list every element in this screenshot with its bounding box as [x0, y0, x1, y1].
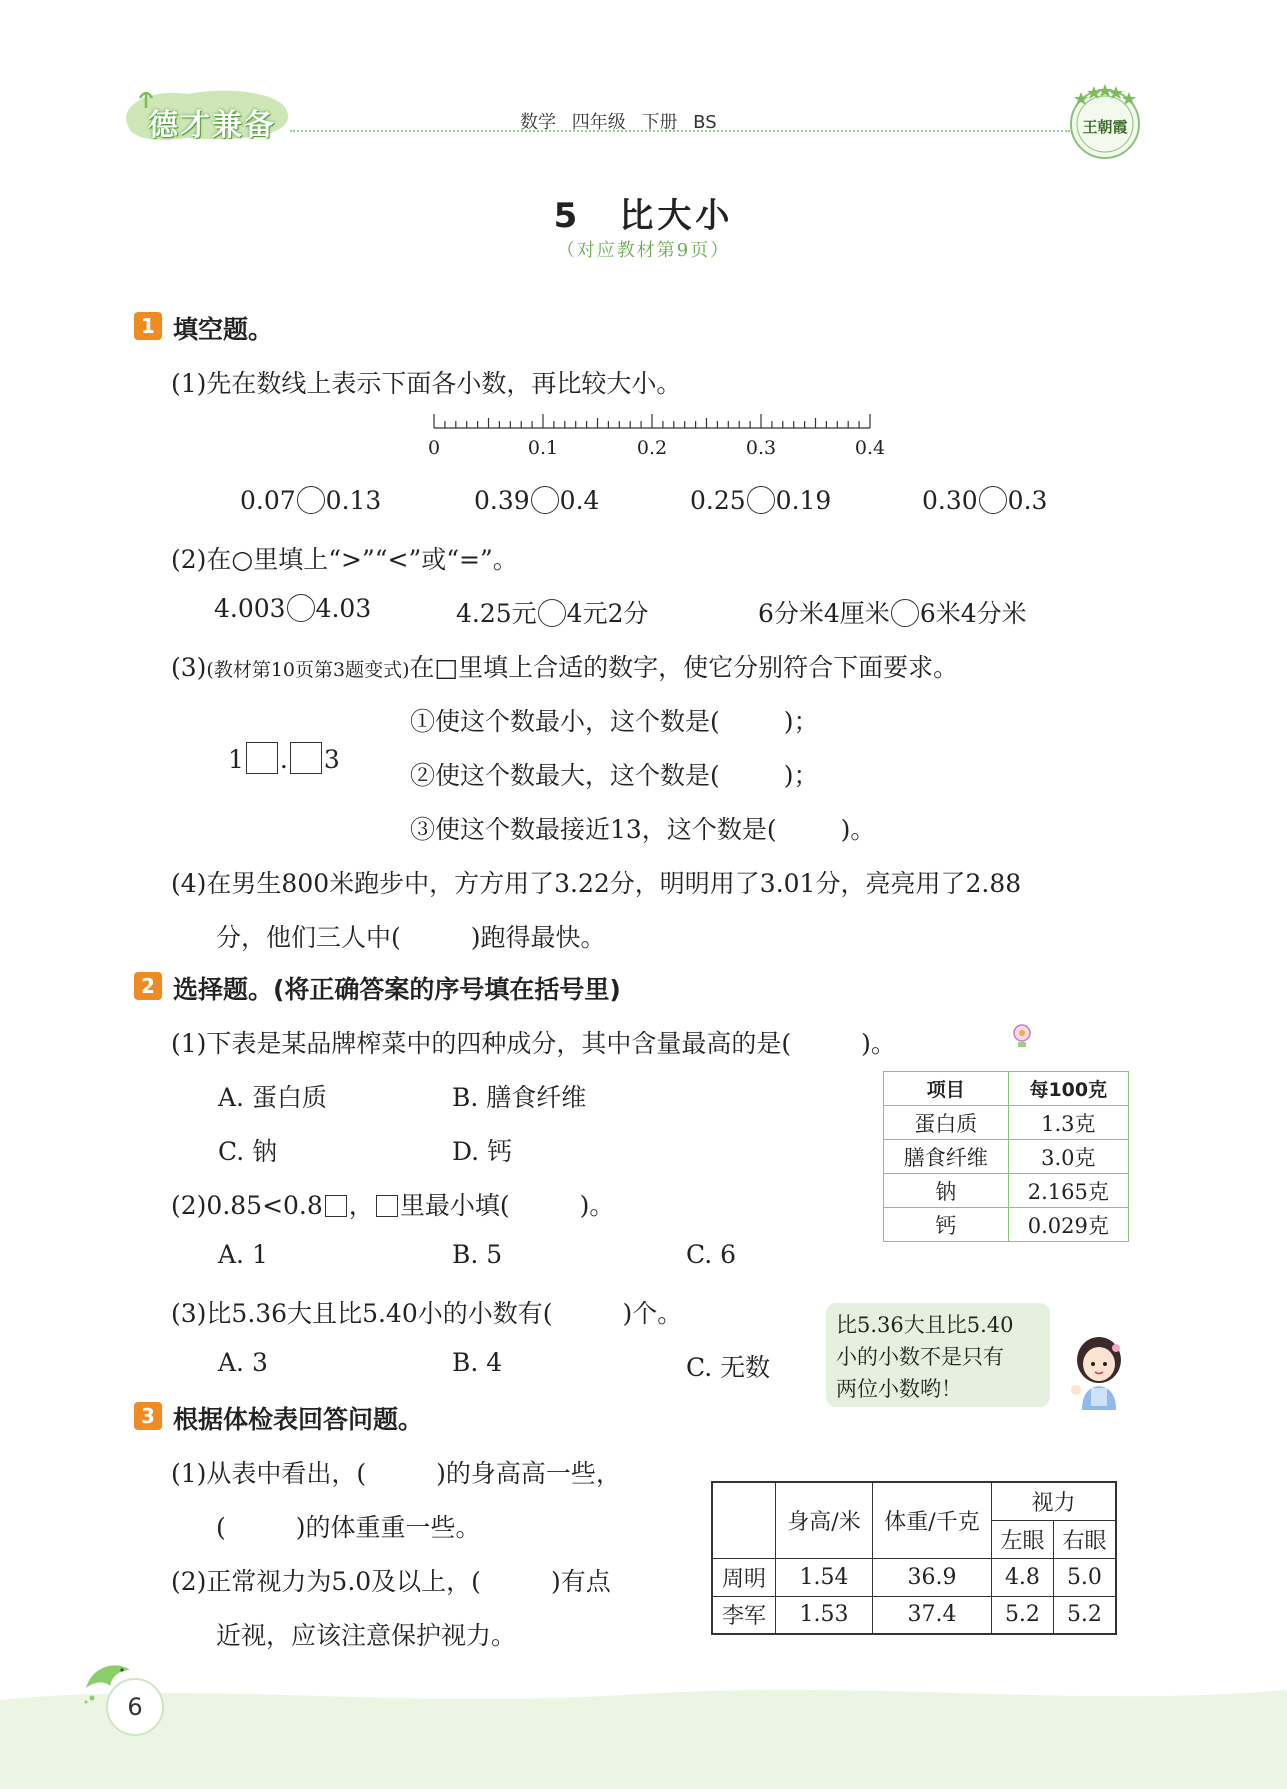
answer-circle[interactable]: [297, 486, 325, 514]
question-stem: (2)正常视力为5.0及以上，( )有点: [171, 1567, 611, 1596]
table-cell: 3.0克: [1008, 1140, 1128, 1174]
compare-item: 0.25 0.19: [690, 486, 832, 515]
table-row: [884, 1106, 1129, 1140]
table-header: 体重/千克: [873, 1482, 992, 1558]
compare-item: 0.30 0.3: [922, 486, 1048, 515]
number-line[interactable]: [427, 410, 886, 470]
option-b[interactable]: B. 4: [452, 1348, 503, 1377]
compare-item: 4.003 4.03: [214, 594, 372, 623]
table-cell: 1.53: [776, 1596, 873, 1634]
answer-circle[interactable]: [979, 486, 1007, 514]
publisher-seal-icon: [1066, 78, 1144, 164]
number-line-label: 0.2: [636, 437, 668, 459]
table-header: 左眼: [992, 1520, 1054, 1558]
table-cell: 周明: [712, 1558, 776, 1596]
logo-text: 德才兼备: [148, 108, 276, 143]
answer-box[interactable]: [246, 742, 278, 774]
table-header: 视力: [992, 1482, 1117, 1520]
number-line-label: 0.4: [854, 437, 886, 459]
answer-circle[interactable]: [287, 594, 315, 622]
option-a[interactable]: A. 1: [218, 1240, 268, 1269]
table-cell: 0.029克: [1008, 1208, 1128, 1242]
number-line-label: 0.3: [745, 437, 777, 459]
table-cell: 5.2: [992, 1596, 1054, 1634]
table-header: 每100克: [1008, 1072, 1128, 1106]
hint-line: 两位小数哟！: [836, 1377, 962, 1401]
table-cell: 蛋白质: [884, 1106, 1009, 1140]
table-cell: 5.0: [1053, 1558, 1116, 1596]
question-stem: ( )的体重重一些。: [216, 1513, 481, 1542]
table-header-row: [712, 1482, 1116, 1520]
section-number: 2: [134, 972, 162, 1000]
compare-item: 4.25元 4元2分: [456, 599, 649, 628]
option-c[interactable]: C. 无数: [686, 1353, 771, 1382]
header-subject: 数学 四年级 下册 BS: [520, 112, 717, 133]
question-stem: (4)在男生800米跑步中，方方用了3.22分，明明用了3.01分，亮亮用了2.88: [171, 869, 1022, 898]
table-cell: 膳食纤维: [884, 1140, 1009, 1174]
answer-box[interactable]: [290, 742, 322, 774]
table-cell: 钙: [884, 1208, 1009, 1242]
option-c[interactable]: C. 6: [686, 1240, 737, 1269]
table-header: 项目: [884, 1072, 1009, 1106]
table-cell: 2.165克: [1008, 1174, 1128, 1208]
girl-mascot-icon: [1064, 1332, 1134, 1412]
table-cell: 1.3克: [1008, 1106, 1128, 1140]
table-cell: 1.54: [776, 1558, 873, 1596]
table-row: [884, 1140, 1129, 1174]
option-b[interactable]: B. 5: [452, 1240, 503, 1269]
option-a[interactable]: A. 蛋白质: [218, 1083, 327, 1112]
question-stem: (2)在○里填上“>”“<”或“=”。: [171, 545, 518, 574]
question-item: ①使这个数最小，这个数是( )；: [410, 707, 819, 736]
option-c[interactable]: C. 钠: [218, 1137, 278, 1166]
table-row: [884, 1174, 1129, 1208]
table-cell: 4.8: [992, 1558, 1054, 1596]
answer-circle[interactable]: [531, 486, 559, 514]
table-cell: 37.4: [873, 1596, 992, 1634]
hint-line: 小的小数不是只有: [836, 1345, 1004, 1369]
section-title: 选择题。(将正确答案的序号填在括号里): [173, 975, 621, 1004]
table-cell: 钠: [884, 1174, 1009, 1208]
question-stem: (3)(教材第10页第3题变式)在□里填上合适的数字，使它分别符合下面要求。: [171, 653, 959, 682]
compare-item: 0.07 0.13: [240, 486, 382, 515]
svg-text:王朝霞: 王朝霞: [1082, 118, 1128, 136]
answer-circle[interactable]: [538, 599, 566, 627]
page-title: 5 比大小: [553, 196, 734, 236]
table-row: [712, 1558, 1116, 1596]
compare-item: 6分米4厘米 6米4分米: [758, 599, 1027, 628]
option-d[interactable]: D. 钙: [452, 1137, 513, 1166]
table-cell: 5.2: [1053, 1596, 1116, 1634]
hint-bubble: [826, 1303, 1050, 1407]
number-puzzle: 1 . 3: [228, 742, 340, 774]
table-cell: 36.9: [873, 1558, 992, 1596]
question-stem: (3)比5.36大且比5.40小的小数有( )个。: [171, 1299, 683, 1328]
health-check-table: [711, 1481, 1117, 1635]
table-header-row: [884, 1072, 1129, 1106]
footer-wave: [0, 1680, 1287, 1789]
option-a[interactable]: A. 3: [218, 1348, 268, 1377]
question-stem: (1)从表中看出，( )的身高高一些，: [171, 1459, 621, 1488]
number-line-label: 0.1: [527, 437, 559, 459]
option-b[interactable]: B. 膳食纤维: [452, 1083, 587, 1112]
question-item: ③使这个数最接近13，这个数是( )。: [410, 815, 876, 844]
answer-circle[interactable]: [891, 599, 919, 627]
page-subtitle: （对应教材第9页）: [556, 240, 731, 261]
question-stem: (1)下表是某品牌榨菜中的四种成分，其中含量最高的是( )。: [171, 1029, 896, 1058]
lightbulb-icon: [1010, 1023, 1034, 1049]
section-title: 根据体检表回答问题。: [173, 1405, 424, 1434]
hint-line: 比5.36大且比5.40: [836, 1313, 1014, 1337]
answer-box: [376, 1195, 398, 1217]
nutrition-table: [883, 1071, 1129, 1242]
answer-circle[interactable]: [747, 486, 775, 514]
section-number: 1: [134, 312, 162, 340]
compare-item: 0.39 0.4: [474, 486, 600, 515]
page-number: 6: [106, 1678, 164, 1736]
table-header: 身高/米: [776, 1482, 873, 1558]
table-header: 右眼: [1053, 1520, 1116, 1558]
question-stem: 近视，应该注意保护视力。: [216, 1621, 517, 1650]
answer-box[interactable]: [325, 1195, 347, 1217]
number-line-label: 0: [427, 437, 441, 459]
question-stem: 分，他们三人中( )跑得最快。: [216, 923, 606, 952]
table-row: [884, 1208, 1129, 1242]
table-cell: 李军: [712, 1596, 776, 1634]
section-number: 3: [134, 1402, 162, 1430]
question-stem: (1)先在数线上表示下面各小数，再比较大小。: [171, 369, 682, 398]
question-item: ②使这个数最大，这个数是( )；: [410, 761, 819, 790]
table-corner-cell: [712, 1482, 776, 1558]
section-title: 填空题。: [173, 315, 274, 344]
question-stem: (2)0.85<0.8 ， 里最小填( )。: [171, 1191, 615, 1220]
table-row: [712, 1596, 1116, 1634]
